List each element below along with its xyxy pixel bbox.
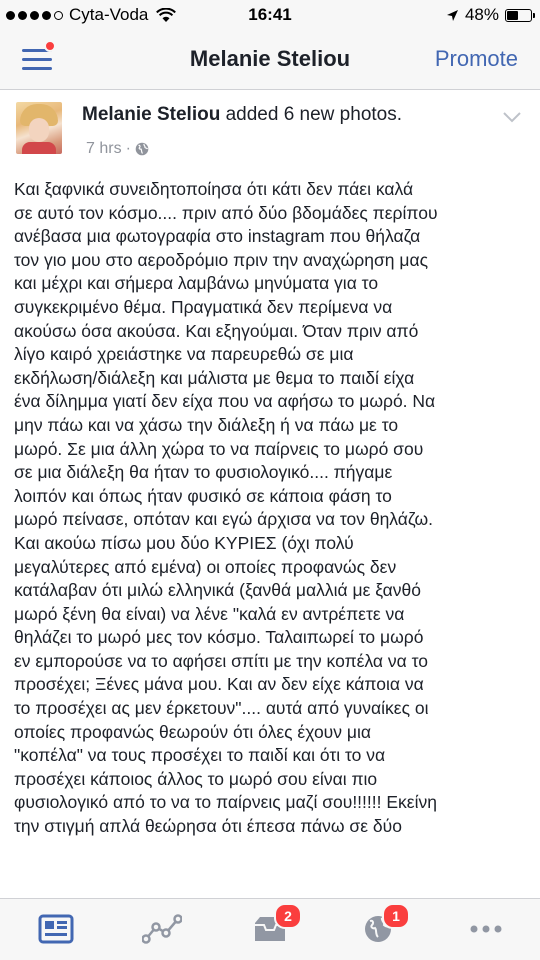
post-text-line: μωρό. Σε μια άλλη χώρα το να παίρνεις το μωρό σου — [14, 438, 424, 459]
tab-news-feed[interactable] — [34, 909, 78, 949]
nav-bar — [0, 30, 540, 90]
post-timestamp[interactable]: 7 hrs — [86, 140, 122, 157]
promote-button[interactable]: Promote — [434, 46, 518, 71]
post-text-line: και μέχρι και σήμερα λαμβάνω μηνύματα για το — [14, 273, 379, 294]
more-icon — [466, 913, 506, 945]
tab-more[interactable] — [464, 909, 508, 949]
post-text-line: οποίες προφανώς θεωρούν ότι όλες έχουν μια — [14, 721, 371, 742]
insights-icon — [142, 913, 182, 945]
tab-inbox[interactable] — [248, 909, 292, 949]
status-right — [446, 5, 532, 25]
post-text-line: την στιγμή απλά θεώρησα ότι έπεσα πάνω σε δύο — [14, 816, 402, 837]
post-text-line: συγκεκριμένο θέμα. Πραγματικά δεν περίμενα να — [14, 296, 393, 317]
post-text-line: λίγο καιρό χρειάστηκε να παρευρεθώ σε μια — [14, 344, 354, 365]
chevron-down-icon[interactable] — [502, 110, 522, 124]
post-text-line: κατάλαβαν ότι μιλώ ελληνικά (ξανθά μαλλιά με ξανθό — [14, 580, 421, 601]
post-text-line: σε μια διάλεξη θα ήταν το φυσιολογικό.... πήγαμε — [14, 462, 393, 483]
carrier-name: Cyta-Voda — [69, 5, 149, 24]
notifications-badge: 1 — [382, 903, 410, 929]
meta-separator: · — [125, 140, 131, 157]
news-feed-icon — [38, 913, 74, 945]
battery-level — [507, 11, 518, 20]
post-author-link[interactable]: Melanie Steliou — [82, 104, 221, 125]
location-arrow-icon — [446, 9, 459, 22]
post-text-line: φυσιολογικό από το να το παίρνεις μαζί σου!!!!!! Εκείνη — [14, 792, 437, 813]
post-text-line: λοιπόν και όπως ήταν φυσικό σε κάποια φάση το — [14, 485, 392, 506]
post-meta — [86, 140, 149, 158]
tab-notifications[interactable] — [356, 909, 400, 949]
post-body — [14, 178, 530, 839]
post-text-line: Και ακούω πίσω μου δύο ΚΥΡΙΕΣ (όχι πολύ — [14, 532, 354, 553]
post-text-line: μεγαλύτερες από εμένα) οι οποίες προφανώς δεν — [14, 556, 397, 577]
post-text-line: τον γιο μου στο αεροδρόμιο πριν την αναχώρηση μας — [14, 249, 429, 270]
post-text-line: ακούσω όσα ακούσα. Και εξηγούμαι. Όταν πριν από — [14, 320, 419, 341]
post-action-text: added 6 new photos. — [220, 104, 403, 125]
globe-icon — [135, 142, 149, 156]
post-text-line: προσέχει κάποιος άλλος το μωρό σου είναι πιο — [14, 768, 378, 789]
inbox-badge: 2 — [274, 903, 302, 929]
post-text-line: ανέβασα μια φωτογραφία στο instagram που θήλαζα — [14, 226, 421, 247]
battery-percent: 48% — [464, 5, 499, 24]
post-text-line: εν εμπορούσε να το αφήσει σπίτι με την κοπέλα να το — [14, 650, 429, 671]
tab-bar — [0, 898, 540, 960]
clock: 16:41 — [248, 5, 292, 24]
avatar[interactable] — [16, 102, 62, 154]
post-text-line: το προσέχει ας μεν έρκετουν".... αυτά από γυναίκες οι — [14, 698, 429, 719]
post-card — [0, 90, 540, 898]
status-bar — [0, 0, 540, 30]
post-text-line: Και ξαφνικά συνειδητοποίησα ότι κάτι δεν πάει καλά — [14, 179, 414, 199]
battery-icon — [505, 9, 532, 22]
tab-insights[interactable] — [140, 909, 184, 949]
post-text-line: θηλάζει το μωρό μες τον κόσμο. Ταλαιπωρεί το μωρό — [14, 627, 424, 648]
post-text-line: μωρό ξένη θα είναι) να λένε "καλά εν αντρέπετε να — [14, 603, 405, 624]
post-text-line: μην πάω και να χάσω την διάλεξη ή να πάω με το — [14, 414, 399, 435]
post-header — [82, 104, 402, 126]
post-text-line: μωρό πείνασε, οπόταν και εγώ άρχισα να τον θηλάζω. — [14, 509, 433, 530]
post-text-line: "κοπέλα" να τους προσέχει το παιδί και ότι το να — [14, 745, 386, 766]
post-text-line: προσέχει; Ξένες μάνα μου. Και αν δεν είχε κάποια να — [14, 674, 424, 695]
post-text-line: ένα δίλημμα γιατί δεν είχα που να αφήσω το μωρό. Να — [14, 391, 436, 412]
page-title: Melanie Steliou — [189, 46, 351, 71]
post-text-line: εκδήλωση/διάλεξη και μάλιστα με θεμα το παιδί είχα — [14, 367, 415, 388]
post-text-line: σε αυτό τον κόσμο.... πριν από δύο βδομάδες περίπου — [14, 202, 438, 223]
